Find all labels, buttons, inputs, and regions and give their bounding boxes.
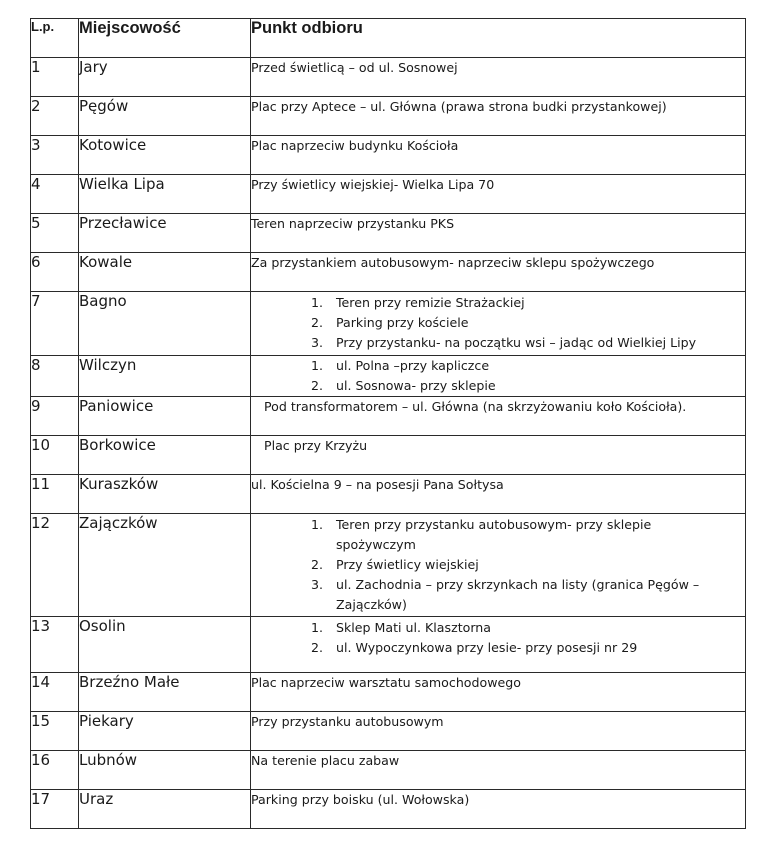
row-number: 5 xyxy=(31,214,79,253)
row-number: 16 xyxy=(31,751,79,790)
pickup-point-list xyxy=(251,356,746,397)
place-name: Borkowice xyxy=(79,436,251,475)
pickup-point: Parking przy boisku (ul. Wołowska) xyxy=(251,790,746,829)
pickup-point: Pod transformatorem – ul. Główna (na skrzyżowaniu koło Kościoła). xyxy=(251,397,746,436)
row-number: 4 xyxy=(31,175,79,214)
list-item: 2. ul. Wypoczynkowa przy lesie- przy posesji nr 29 xyxy=(311,640,638,655)
table-row xyxy=(31,673,746,712)
place-name: Zajączków xyxy=(79,514,251,617)
table-row xyxy=(31,751,746,790)
row-number: 12 xyxy=(31,514,79,617)
place-name: Uraz xyxy=(79,790,251,829)
row-number: 15 xyxy=(31,712,79,751)
table-row xyxy=(31,136,746,175)
header-lp: L.p. xyxy=(31,19,79,58)
row-number: 6 xyxy=(31,253,79,292)
pickup-point: Za przystankiem autobusowym- naprzeciw sklepu spożywczego xyxy=(251,253,746,292)
place-name: Wilczyn xyxy=(79,356,251,397)
row-number: 7 xyxy=(31,292,79,356)
place-name: Kuraszków xyxy=(79,475,251,514)
row-number: 9 xyxy=(31,397,79,436)
list-item: 2. ul. Sosnowa- przy sklepie xyxy=(311,378,496,393)
pickup-points-table xyxy=(30,18,746,829)
table-row xyxy=(31,253,746,292)
row-number: 3 xyxy=(31,136,79,175)
table-row xyxy=(31,175,746,214)
table-row xyxy=(31,214,746,253)
list-item: 1. ul. Polna –przy kapliczce xyxy=(311,358,490,373)
pickup-point: Przy przystanku autobusowym xyxy=(251,712,746,751)
list-item: 1. Sklep Mati ul. Klasztorna xyxy=(311,620,491,635)
place-name: Jary xyxy=(79,58,251,97)
place-name: Lubnów xyxy=(79,751,251,790)
table-row xyxy=(31,397,746,436)
place-name: Kowale xyxy=(79,253,251,292)
pickup-point: Na terenie placu zabaw xyxy=(251,751,746,790)
place-name: Bagno xyxy=(79,292,251,356)
pickup-point-list xyxy=(251,292,746,356)
table-row xyxy=(31,475,746,514)
pickup-point: Teren naprzeciw przystanku PKS xyxy=(251,214,746,253)
table-row xyxy=(31,514,746,617)
row-number: 2 xyxy=(31,97,79,136)
table-row xyxy=(31,712,746,751)
row-number: 10 xyxy=(31,436,79,475)
place-name: Pęgów xyxy=(79,97,251,136)
table-row xyxy=(31,58,746,97)
table-row xyxy=(31,97,746,136)
row-number: 8 xyxy=(31,356,79,397)
pickup-point: ul. Kościelna 9 – na posesji Pana Sołtysa xyxy=(251,475,746,514)
pickup-point: Przed świetlicą – od ul. Sosnowej xyxy=(251,58,746,97)
table-row xyxy=(31,356,746,397)
table-row xyxy=(31,436,746,475)
place-name: Paniowice xyxy=(79,397,251,436)
place-name: Piekary xyxy=(79,712,251,751)
table-row xyxy=(31,790,746,829)
pickup-point: Plac naprzeciw budynku Kościoła xyxy=(251,136,746,175)
table-row xyxy=(31,292,746,356)
table-header-row xyxy=(31,19,746,58)
list-item: 1. Teren przy remizie Strażackiej xyxy=(311,295,525,310)
pickup-point: Plac przy Krzyżu xyxy=(251,436,746,475)
row-number: 14 xyxy=(31,673,79,712)
place-name: Kotowice xyxy=(79,136,251,175)
place-name: Osolin xyxy=(79,617,251,673)
pickup-point-list xyxy=(251,514,746,617)
list-item: 3. ul. Zachodnia – przy skrzynkach na listy (granica Pęgów – Zajączków) xyxy=(311,577,700,612)
list-item: 3. Przy przystanku- na początku wsi – jadąc od Wielkiej Lipy xyxy=(311,335,697,350)
place-name: Przecławice xyxy=(79,214,251,253)
pickup-point: Przy świetlicy wiejskiej- Wielka Lipa 70 xyxy=(251,175,746,214)
header-point: Punkt odbioru xyxy=(251,19,746,58)
row-number: 13 xyxy=(31,617,79,673)
row-number: 17 xyxy=(31,790,79,829)
row-number: 1 xyxy=(31,58,79,97)
row-number: 11 xyxy=(31,475,79,514)
place-name: Wielka Lipa xyxy=(79,175,251,214)
list-item: 1. Teren przy przystanku autobusowym- przy sklepie spożywczym xyxy=(311,517,652,552)
pickup-point: Plac przy Aptece – ul. Główna (prawa strona budki przystankowej) xyxy=(251,97,746,136)
pickup-point: Plac naprzeciw warsztatu samochodowego xyxy=(251,673,746,712)
place-name: Brzeźno Małe xyxy=(79,673,251,712)
list-item: 2. Parking przy kościele xyxy=(311,315,469,330)
pickup-point-list xyxy=(251,617,746,673)
list-item: 2. Przy świetlicy wiejskiej xyxy=(311,557,479,572)
header-place: Miejscowość xyxy=(79,19,251,58)
table-row xyxy=(31,617,746,673)
